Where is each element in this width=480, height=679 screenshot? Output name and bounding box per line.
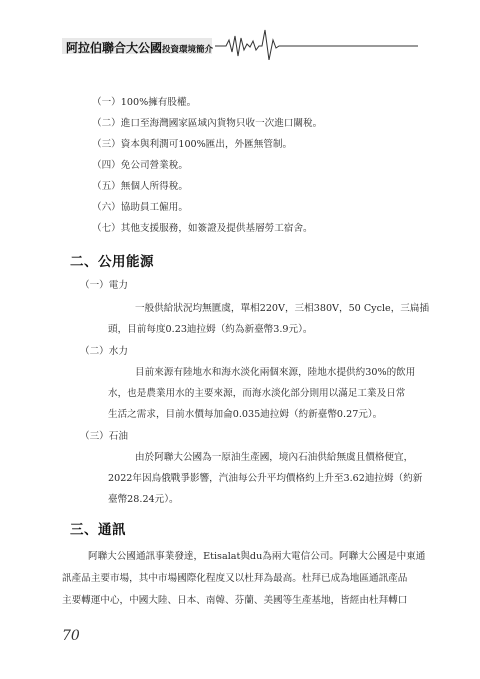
subsection-label-water: （二）水力	[80, 346, 128, 357]
subsection-label-oil: （三）石油	[80, 431, 128, 442]
header-heartbeat-line	[0, 0, 480, 60]
list-item: （一）100%擁有股權。	[92, 97, 197, 108]
list-item: （三）資本與利潤可100%匯出，外匯無管制。	[92, 139, 293, 150]
page-number: 70	[62, 628, 80, 644]
subsection-label-electricity: （一）電力	[80, 280, 128, 291]
list-item: （五）無個人所得稅。	[92, 181, 188, 192]
paragraph-line: 主要轉運中心，中國大陸、日本、南韓、芬蘭、美國等生產基地，皆經由杜拜轉口	[62, 595, 408, 606]
list-item: （二）進口至海灣國家區域內貨物只收一次進口關稅。	[92, 118, 323, 129]
paragraph-line: 水，也是農業用水的主要來源，而海水淡化部分則用以滿足工業及日常	[108, 388, 406, 399]
paragraph-line: 訊產品主要市場，其中市場國際化程度又以杜拜為最高。杜拜已成為地區通訊產品	[62, 573, 408, 584]
list-item: （四）免公司營業稅。	[92, 160, 188, 171]
header-title-main: 阿拉伯聯合大公國	[66, 41, 163, 55]
paragraph-line: 阿聯大公國通訊事業發達，Etisalat與du為兩大電信公司。阿聯大公國是中東通	[88, 551, 426, 562]
running-header	[0, 0, 480, 60]
paragraph-line: 由於阿聯大公國為一原油生產國，境內石油供給無虞且價格便宜，	[135, 452, 414, 463]
paragraph-line: 臺幣28.24元）。	[108, 494, 179, 505]
paragraph-line: 一般供給狀況均無匱虞，單相220V，三相380V，50 Cycle，三扁插	[135, 303, 430, 314]
paragraph-line: 2022年因烏俄戰爭影響，汽油每公升平均價格約上升至3.62迪拉姆（約新	[108, 473, 423, 484]
header-title-sub: 投資環境簡介	[162, 45, 214, 55]
paragraph-line: 生活之需求，目前水價每加侖0.035迪拉姆（約新臺幣0.27元）。	[108, 409, 383, 420]
section-heading-communications: 三、通訊	[70, 522, 126, 538]
paragraph-line: 頭，目前每度0.23迪拉姆（約為新臺幣3.9元）。	[108, 324, 313, 335]
list-item: （七）其他支援服務，如簽證及提供基層勞工宿舍。	[92, 223, 313, 234]
list-item: （六）協助員工僱用。	[92, 202, 188, 213]
section-heading-utilities: 二、公用能源	[70, 254, 154, 270]
paragraph-line: 目前來源有陸地水和海水淡化兩個來源，陸地水提供約30%的飲用	[135, 367, 416, 378]
